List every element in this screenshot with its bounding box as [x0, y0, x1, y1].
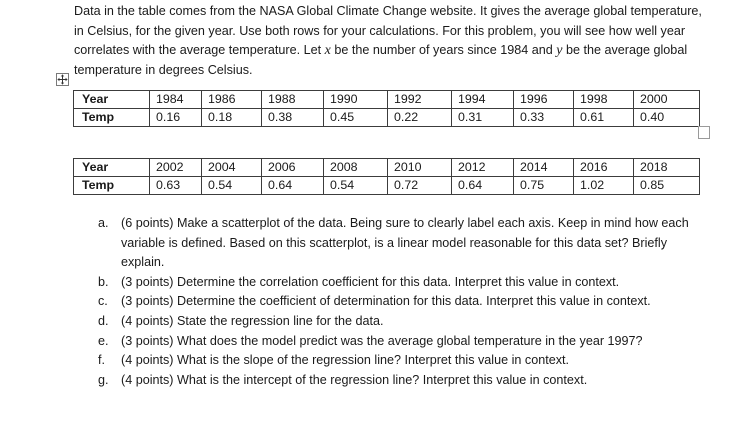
move-arrows-glyph: [57, 74, 68, 85]
intro-text-3: be the average global temperature in degrees Celsius.: [74, 43, 688, 77]
table-row-temp: [74, 109, 700, 127]
table-cell-temp: 0.63: [150, 177, 202, 195]
row-label-year: Year: [74, 91, 150, 109]
table-cell-temp: 0.33: [514, 109, 574, 127]
table-cell-year: 2000: [634, 91, 700, 109]
question-item: [95, 332, 705, 352]
table-cell-temp: 0.18: [202, 109, 262, 127]
table-cell-temp: 0.16: [150, 109, 202, 127]
question-item: [95, 371, 705, 391]
question-marker: f.: [98, 353, 105, 368]
question-item: [95, 292, 705, 312]
table-cell-year: 2002: [150, 159, 202, 177]
table-cell-year: 1992: [388, 91, 452, 109]
table-cell-year: 2010: [388, 159, 452, 177]
question-text: (4 points) What is the intercept of the regression line? Interpret this value in context.: [121, 372, 588, 387]
question-list: [95, 214, 705, 390]
question-item: [95, 351, 705, 371]
question-text: (4 points) State the regression line for the data.: [121, 313, 384, 328]
question-marker: d.: [98, 313, 109, 328]
table-cell-year: 2012: [452, 159, 514, 177]
table-cell-temp: 0.54: [202, 177, 262, 195]
table-cell-year: 1986: [202, 91, 262, 109]
table-cell-temp: 0.40: [634, 109, 700, 127]
intro-paragraph: [74, 2, 704, 80]
table-cell-year: 1994: [452, 91, 514, 109]
question-item: [95, 273, 705, 293]
table-cell-year: 2008: [324, 159, 388, 177]
question-item: [95, 312, 705, 332]
question-marker: e.: [98, 333, 109, 348]
table-cell-year: 1990: [324, 91, 388, 109]
table-row-temp: [74, 177, 700, 195]
table-cell-temp: 0.31: [452, 109, 514, 127]
table-cell-temp: 0.64: [452, 177, 514, 195]
row-label-temp: Temp: [74, 109, 150, 127]
table-cell-temp: 0.72: [388, 177, 452, 195]
table-cell-temp: 0.75: [514, 177, 574, 195]
table-cell-temp: 0.45: [324, 109, 388, 127]
table-cell-temp: 0.54: [324, 177, 388, 195]
question-text: (6 points) Make a scatterplot of the data. Being sure to clearly label each axis. Keep in mind how each variable is defined. Based on this scatterplot, is a linear model reasonable for this data set? Briefly explain.: [121, 216, 689, 270]
data-table-1: [73, 90, 700, 127]
question-marker: g.: [98, 372, 109, 387]
intro-text-1: Data in the table comes from the NASA Global Climate Change website. It gives the average global temperature, in Celsius, for the given year. Use both rows for your calculations. For this problem, you will see how well year correlates with the average temperature. Let: [74, 4, 702, 58]
table-cell-temp: 0.22: [388, 109, 452, 127]
table-cell-year: 2016: [574, 159, 634, 177]
table-cell-year: 2006: [262, 159, 324, 177]
question-text: (4 points) What is the slope of the regression line? Interpret this value in context.: [121, 353, 570, 368]
data-table-2: [73, 158, 700, 195]
table-resize-handle[interactable]: [698, 126, 710, 139]
table-cell-year: 2014: [514, 159, 574, 177]
row-label-year: Year: [74, 159, 150, 177]
table-cell-year: 1996: [514, 91, 574, 109]
table-row-year: [74, 159, 700, 177]
table-cell-year: 2018: [634, 159, 700, 177]
question-item: [95, 214, 705, 273]
question-text: (3 points) Determine the coefficient of determination for this data. Interpret this value in context.: [121, 294, 651, 309]
question-marker: b.: [98, 274, 109, 289]
table-cell-year: 1998: [574, 91, 634, 109]
variable-y: y: [556, 43, 563, 59]
table-cell-temp: 0.64: [262, 177, 324, 195]
table-cell-temp: 0.38: [262, 109, 324, 127]
variable-x: x: [324, 43, 331, 59]
table-row-year: [74, 91, 700, 109]
table-cell-year: 1984: [150, 91, 202, 109]
table-cell-year: 1988: [262, 91, 324, 109]
table-cell-temp: 0.85: [634, 177, 700, 195]
intro-text-2: be the number of years since 1984 and: [330, 43, 557, 58]
table-cell-year: 2004: [202, 159, 262, 177]
question-text: (3 points) What does the model predict was the average global temperature in the year 1997?: [121, 333, 643, 348]
question-marker: a.: [98, 216, 109, 230]
four-way-arrow-icon[interactable]: [56, 73, 69, 86]
question-text: (3 points) Determine the correlation coefficient for this data. Interpret this value in context.: [121, 274, 620, 289]
table-cell-temp: 1.02: [574, 177, 634, 195]
table-cell-temp: 0.61: [574, 109, 634, 127]
question-marker: c.: [98, 294, 108, 309]
row-label-temp: Temp: [74, 177, 150, 195]
